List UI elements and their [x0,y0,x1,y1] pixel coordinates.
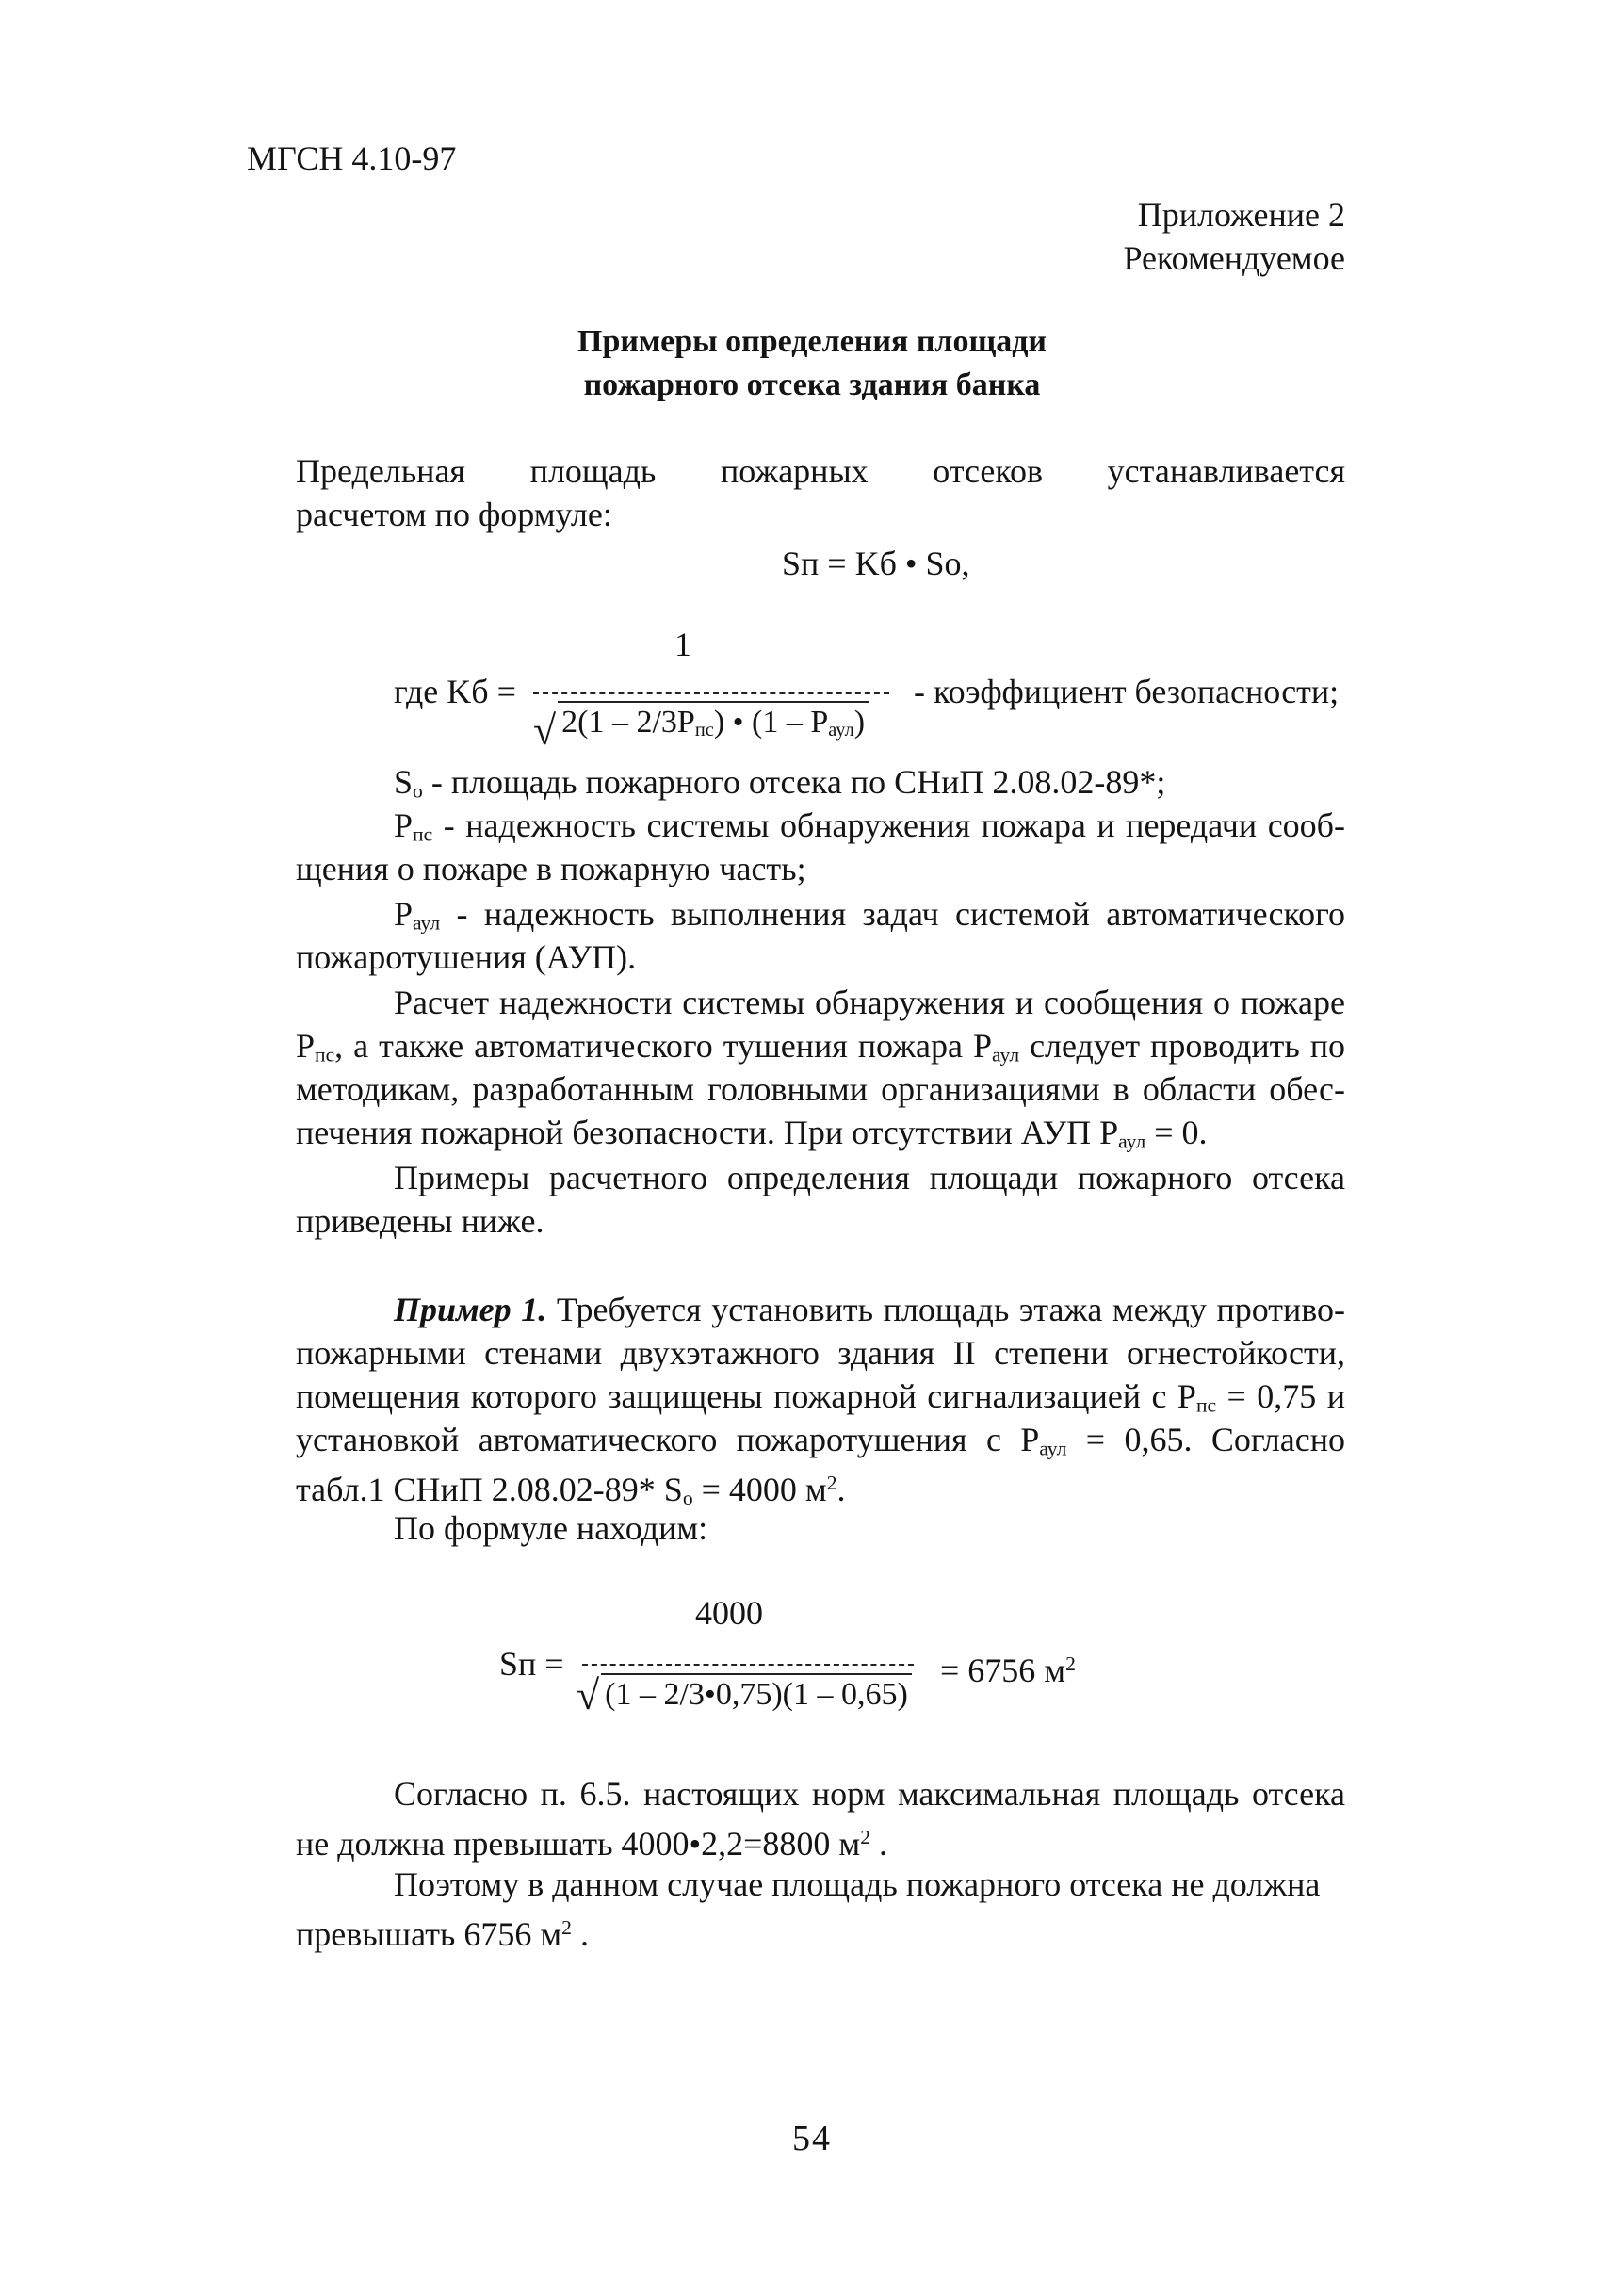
kb-radicand: $2(1 - 2/3P_{пс})$ • $(1 - P_{аул})$ [558,701,869,750]
sqrt-symbol: √ [577,1672,600,1718]
conclusion-line-2: превышать 6756 $м^2$ . [296,1914,589,1953]
example-1-line-2: пожарными стенами двухэтажного здания II степени огнестойкости, [296,1334,1345,1372]
definition-pps-line-1: $P_{пс}$ - надежность системы обнаружения пожара и передачи сооб- [394,806,1345,846]
example-radicand: (1 – 2/3•0,75)(1 – 0,65) [601,1673,912,1715]
norm-paragraph-line-2: не должна превышать 4000•2,2=8800 $м^2$ . [296,1824,887,1863]
appendix-status: Рекомендуемое [1123,239,1345,277]
example-1-label: Пример 1. [394,1291,547,1328]
example-1-line-3: помещения которого защищены пожарной сигнализацией с $P_{пс} = 0,75$ и [296,1377,1346,1417]
example-1-line-4: установкой автоматического пожаротушения с $P_{аул} = 0,65$. Согласно [296,1421,1345,1460]
definition-so: $S_o$ - площадь пожарного отсека по СНиП 2.08.02-89*; [394,763,1166,803]
page-number: 54 [792,2119,832,2158]
example-1-line-6: По формуле находим: [394,1509,708,1547]
sqrt-symbol: √ [533,708,557,755]
section-title-line-1: Примеры определения площади [577,324,1047,359]
example-1-line-1: Пример 1. Требуется установить площадь этажа между противо- [394,1291,1345,1328]
kb-suffix: - коэффициент безопасности; [914,673,1340,710]
definition-paup-line-2: пожаротушения (АУП). [296,938,637,976]
examples-intro-line-1: Примеры расчетного определения площади пожарного отсека [394,1159,1345,1196]
example-formula-denominator [577,1672,912,1718]
kb-numerator: 1 [674,626,691,663]
calc-paragraph-line-2: $P_{пс}$, а также автоматического тушения пожара $P_{аул}$ следует проводить по [296,1027,1345,1066]
calc-paragraph-line-4: печения пожарной безопасности. При отсутствии АУП $P_{аул} = 0$. [296,1114,1208,1153]
document-code: МГСН 4.10-97 [247,139,457,177]
calc-paragraph-line-1: Расчет надежности системы обнаружения и сообщения о пожаре [394,984,1345,1021]
example-1-line-5: табл.1 СНиП 2.08.02-89* $S_o = 4000$ $м^2$. [296,1470,846,1510]
intro-line-2: расчетом по формуле: [296,496,612,533]
example-formula-fraction-line [582,1664,914,1666]
example-formula-numerator: 4000 [695,1594,763,1632]
norm-paragraph-line-1: Согласно п. 6.5. настоящих норм максимальная площадь отсека [394,1775,1345,1813]
definition-paup-line-1: $P_{аул}$ - надежность выполнения задач системой автоматического [394,895,1345,935]
kb-fraction-line [533,692,889,694]
kb-prefix: где Kб = [394,673,516,710]
example-formula-lhs: Sп = [499,1645,564,1683]
section-title-line-2: пожарного отсека здания банка [583,367,1041,402]
kb-denominator [533,701,869,755]
definition-pps-line-2: щения о пожаре в пожарную часть; [296,850,806,887]
calc-paragraph-line-3: методикам, разработанным головными организациями в области обес- [296,1070,1345,1108]
intro-line-1: Предельная площадь пожарных отсеков устанавливается [296,452,1345,490]
example-formula-result: = 6756 $м^2$ [940,1651,1076,1689]
conclusion-line-1: Поэтому в данном случае площадь пожарного отсека не должна [394,1865,1321,1903]
examples-intro-line-2: приведены ниже. [296,1202,544,1240]
appendix-label: Приложение 2 [1137,196,1345,234]
main-formula: Sп = Kб • So, [782,545,970,582]
